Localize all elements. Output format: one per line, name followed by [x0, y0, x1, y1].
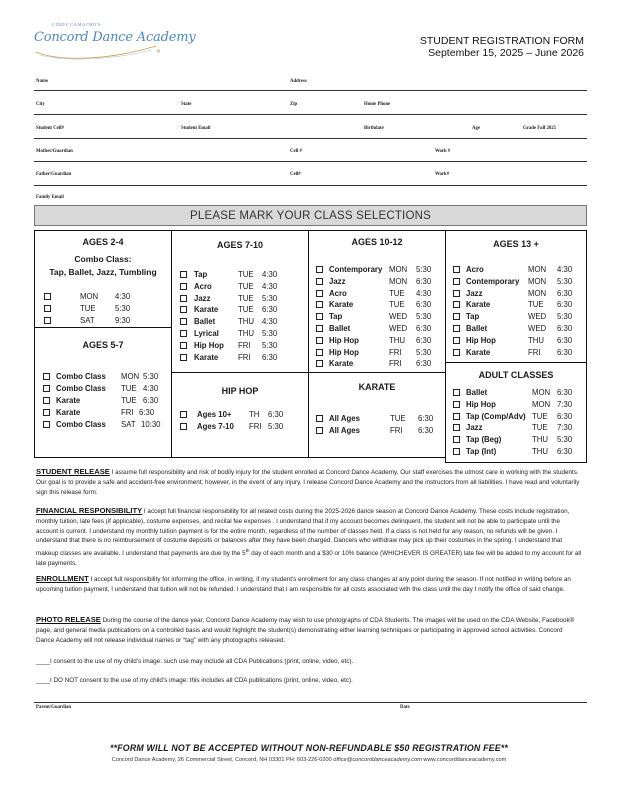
grade-label: Grade Fall 2025 [523, 126, 557, 131]
class-time: 7:30 [557, 399, 573, 409]
checkbox[interactable] [453, 290, 460, 297]
checkbox[interactable] [316, 325, 323, 332]
class-time: 4:30 [115, 292, 131, 301]
class-option[interactable] [180, 270, 304, 280]
class-name: Jazz [194, 293, 211, 303]
class-option[interactable] [453, 435, 583, 445]
class-time: 6:30 [557, 288, 573, 298]
checkbox[interactable] [316, 301, 323, 308]
class-name: Tap [329, 312, 343, 322]
class-name: Karate [194, 352, 219, 362]
class-name: Tap (Comp/Adv) [466, 411, 526, 421]
class-day: WED [389, 324, 408, 333]
hip-hop-title: HIP HOP [221, 386, 259, 396]
class-time: 6:30 [416, 276, 432, 286]
photo-consent-line[interactable]: ____I consent to the use of my child’s image: such use may include all CDA Publications (print, online, video, etc). [36, 658, 354, 665]
class-time: 5:30 [557, 312, 573, 322]
class-day: MON [121, 372, 140, 381]
class-day: THU [389, 335, 406, 345]
class-name: Ballet [194, 317, 216, 327]
class-time: 6:30 [557, 300, 573, 310]
ages-2-4-combo-list: Tap, Ballet, Jazz, Tumbling [49, 267, 157, 277]
checkbox[interactable] [453, 424, 460, 431]
class-option[interactable] [316, 300, 442, 310]
class-name: Tap [466, 312, 480, 322]
checkbox[interactable] [43, 385, 50, 392]
checkbox[interactable] [453, 301, 460, 308]
mother-guardian-label: Mother/Guardian [36, 149, 73, 154]
mother-cell-label: Cell # [290, 149, 302, 154]
class-day: TUE [80, 304, 96, 313]
class-time: 5:30 [557, 435, 573, 445]
class-option[interactable] [453, 277, 583, 287]
class-time: 10:30 [141, 420, 161, 429]
class-selection-banner: PLEASE MARK YOUR CLASS SELECTIONS [34, 205, 587, 226]
class-day: MON [532, 399, 551, 409]
class-option[interactable] [453, 265, 583, 275]
checkbox[interactable] [180, 295, 187, 302]
class-time: 4:30 [416, 288, 432, 298]
enrollment-paragraph [36, 574, 582, 595]
contact-footer [0, 757, 618, 763]
class-time: 6:30 [262, 352, 278, 362]
class-time: 6:30 [557, 388, 573, 397]
checkbox[interactable] [453, 401, 460, 408]
father-guardian-label: Father/Guardian [36, 172, 72, 177]
checkbox[interactable] [180, 306, 187, 313]
class-option[interactable] [316, 336, 442, 346]
class-name: Ages 10+ [197, 410, 232, 419]
class-time: 9:30 [115, 316, 131, 325]
father-work-label: Work# [435, 172, 450, 177]
class-time: 5:30 [557, 276, 573, 286]
class-name: Hip Hop [466, 335, 496, 345]
class-option[interactable] [180, 353, 304, 363]
ages-7-10-title: AGES 7-10 [216, 240, 264, 250]
class-day: THU [532, 447, 549, 456]
class-day: FRI [238, 352, 251, 362]
checkbox[interactable] [43, 409, 50, 416]
checkbox[interactable] [43, 397, 50, 404]
age-label: Age [472, 126, 480, 131]
class-time: 6:30 [557, 411, 573, 421]
class-name: Ballet [466, 388, 488, 397]
class-name: Contemporary [329, 265, 383, 274]
checkbox[interactable] [43, 421, 50, 428]
mother-line[interactable] [34, 161, 587, 162]
class-time: 4:30 [262, 281, 278, 291]
class-name: Karate [466, 300, 491, 310]
enrollment-heading: ENROLLMENT [36, 574, 89, 583]
checkbox[interactable] [453, 448, 460, 455]
ages-2-4-option[interactable] [44, 316, 164, 326]
class-day: FRI [238, 340, 251, 350]
class-name: Hip Hop [329, 347, 359, 357]
class-day: THU [528, 335, 545, 345]
photo-no-consent-line[interactable]: ____I DO NOT consent to the use of my child’s image: this includes all CDA publications (print, online, video, etc). [36, 677, 353, 684]
class-option[interactable] [453, 447, 583, 457]
class-time: 6:30 [416, 324, 432, 333]
class-time: 5:30 [262, 329, 278, 338]
class-name: All Ages [329, 414, 360, 423]
class-time: 6:30 [418, 414, 434, 423]
ages-5-7-title: AGES 5-7 [82, 340, 124, 350]
class-option[interactable] [316, 348, 442, 358]
class-name: Karate [466, 347, 491, 357]
class-name: Hip Hop [466, 399, 496, 409]
address-label: Address [290, 79, 307, 84]
ages-2-4-option[interactable] [44, 304, 164, 314]
class-time: 7:30 [557, 423, 573, 433]
class-day: MON [528, 265, 547, 274]
checkbox[interactable] [316, 427, 323, 434]
date-label: Date [400, 705, 410, 710]
class-day: TUE [238, 281, 254, 291]
class-option[interactable] [180, 305, 304, 315]
class-day: MON [532, 388, 551, 397]
class-time: 4:30 [557, 265, 573, 274]
class-time: 6:30 [557, 347, 573, 357]
class-time: 6:30 [418, 426, 434, 435]
class-time: 6:30 [416, 359, 432, 369]
class-day: FRI [389, 347, 402, 357]
class-option[interactable] [453, 423, 583, 433]
ages-2-4-combo: Combo Class: [74, 254, 132, 264]
hip-hop-option[interactable] [180, 410, 305, 420]
class-day: TUE [121, 384, 137, 393]
class-name: Hip Hop [194, 340, 224, 350]
class-option[interactable] [453, 324, 583, 334]
class-name: Combo Class [56, 420, 106, 429]
class-day: WED [528, 312, 547, 322]
class-option[interactable] [316, 265, 442, 275]
class-name: Lyrical [194, 329, 219, 338]
class-day: TUE [390, 414, 406, 423]
class-day: TUE [532, 411, 548, 421]
class-day: TUE [528, 300, 544, 310]
city-line[interactable] [34, 114, 587, 115]
hip-hop-option[interactable] [180, 422, 305, 432]
class-name: Hip Hop [329, 335, 359, 345]
class-name: Combo Class [56, 372, 106, 381]
checkbox[interactable] [180, 318, 187, 325]
ages-5-7-option[interactable] [43, 384, 168, 394]
class-day: FRI [121, 408, 134, 417]
checkbox[interactable] [453, 389, 460, 396]
photo-release-paragraph [36, 615, 582, 645]
class-day: MON [80, 292, 99, 301]
class-day: TUE [238, 305, 254, 315]
class-day: FRI [249, 422, 262, 431]
checkbox[interactable] [453, 413, 460, 420]
ages-5-7-option[interactable] [43, 372, 168, 382]
student-contact-line[interactable] [34, 138, 587, 139]
class-time: 5:30 [262, 340, 278, 350]
checkbox[interactable] [180, 411, 187, 418]
class-name: Tap (Beg) [466, 435, 502, 445]
footer-address: Concord Dance Academy, 26 Commercial Street, Concord, NH 03301 PH: 603-226-0200 [111, 757, 334, 763]
class-time: 6:30 [139, 408, 155, 417]
footer-website[interactable]: www.concorddanceacademy.com [421, 757, 507, 763]
checkbox[interactable] [453, 325, 460, 332]
name-label: Name [36, 79, 48, 84]
checkbox[interactable] [44, 317, 51, 324]
student-release-paragraph [36, 467, 582, 497]
financial-text-b: day of each month and a $30 or 10% balance (WHICHEVER IS GREATER) late fee will be added to my account for all late payments. [36, 550, 582, 568]
checkbox[interactable] [316, 313, 323, 320]
mother-work-label: Work # [435, 149, 451, 154]
class-option[interactable] [316, 359, 442, 369]
class-name: Acro [194, 281, 212, 291]
class-time: 6:30 [268, 410, 284, 419]
student-release-text: I assume full responsibility and risk of bodily injury for the student enrolled at Concord Dance Academy. Our staff exercises the utmost care in working with the students. Our goal is to provide a safe and accident-free environment; however, in the event of any injury, I release Concord Dance Academy and the instructors from all liabilities. I have read and voluntarily sign this release form. [36, 469, 580, 496]
karate-title: KARATE [358, 382, 396, 392]
checkbox[interactable] [316, 349, 323, 356]
checkbox[interactable] [44, 293, 51, 300]
class-day: FRI [390, 426, 403, 435]
father-cell-label: Cell# [290, 172, 301, 177]
name-address-line[interactable] [34, 90, 587, 91]
enrollment-text: I accept full responsibility for informing the office, in writing, if my student’s enrollment for any class changes at any point during the season. If not notified in writing before an upcoming tuition payment, I understand that tuition will not be refunded. I understand that I am responsible for all costs associated with the class until the day I notify the office of said change. [36, 576, 571, 593]
class-day: MON [389, 265, 408, 274]
logo-small-text: CINDY CAMACHO'S [52, 22, 102, 27]
signature-line[interactable] [34, 702, 587, 703]
footer-email[interactable]: office@concorddanceacademy.com [333, 757, 422, 763]
checkbox[interactable] [180, 330, 187, 337]
class-time: 5:30 [115, 304, 131, 313]
karate-option[interactable] [316, 426, 441, 436]
class-day: WED [528, 324, 547, 333]
class-day: TUE [238, 270, 254, 279]
class-name: Karate [329, 359, 354, 369]
form-title: STUDENT REGISTRATION FORM [419, 35, 584, 47]
class-time: 6:30 [143, 396, 159, 405]
class-option[interactable] [180, 282, 304, 292]
academy-logo [30, 22, 196, 64]
ages-2-4-option[interactable] [44, 292, 164, 302]
father-line[interactable] [34, 185, 587, 186]
class-option[interactable] [453, 400, 583, 410]
class-day: TUE [532, 423, 548, 433]
class-name: Acro [329, 288, 347, 298]
class-time: 6:30 [262, 305, 278, 315]
home-phone-label: Home Phone [364, 102, 391, 107]
class-day: FRI [389, 359, 402, 369]
class-option[interactable] [316, 324, 442, 334]
checkbox[interactable] [44, 305, 51, 312]
logo-script-text: Concord Dance Academy [34, 30, 196, 45]
checkbox[interactable] [316, 266, 323, 273]
checkbox[interactable] [316, 290, 323, 297]
class-option[interactable] [180, 317, 304, 327]
checkbox[interactable] [453, 337, 460, 344]
checkbox[interactable] [43, 373, 50, 380]
state-label: State [181, 102, 192, 107]
checkbox[interactable] [316, 415, 323, 422]
class-name: Ages 7-10 [197, 422, 234, 431]
financial-superscript: th [245, 548, 250, 554]
class-name: Karate [329, 300, 354, 310]
class-time: 4:30 [143, 384, 159, 393]
ages-13-title: AGES 13 + [493, 239, 539, 249]
birthdate-label: Birthdate [364, 126, 384, 131]
checkbox[interactable] [180, 283, 187, 290]
class-name: Ballet [329, 324, 351, 333]
class-day: TUE [121, 396, 137, 405]
ages-5-7-option[interactable] [43, 420, 168, 430]
svg-text:✕: ✕ [156, 48, 162, 55]
class-option[interactable] [180, 341, 304, 351]
financial-text-a: I accept full financial responsibility for all related costs during the 2025-2026 dance season at Concord Dance Academy. These costs include registration, monthly tuition, late fees (if applicable), costume expenses, and recital fee expenses . I understand that if my account becomes delinquent, the student will not be able to participate until the account is current. I understand my monthly tuition payment is for the entire month, regardless of the number of classes held. If a class is not held for any reason, no refunds will be given. I understand that there is no reimbursement of costume deposits or balances after they have been charged. Dancers who withdraw may pick up their costumes in the spring. I understand that makeup classes are available. I understand that payments are due by the 5 [36, 508, 570, 558]
class-time: 6:30 [416, 335, 432, 345]
class-time: 6:30 [416, 300, 432, 310]
class-time: 5:30 [268, 422, 284, 431]
checkbox[interactable] [180, 271, 187, 278]
checkbox[interactable] [316, 337, 323, 344]
financial-heading: FINANCIAL RESPONSIBILITY [36, 506, 143, 515]
photo-release-text: During the course of the dance year, Concord Dance Academy may wish to use photographs of CDA Students. The images will be used on the CDA Website, Facebook® page, and general media publications on a controlled basis and would highlight the student(s) demonstrating either learning techniques or participating in approved school activities. Concord Dance Academy will not release individual names or “tag” with any photographs released. [36, 617, 575, 644]
class-time: 6:30 [557, 447, 573, 456]
class-day: MON [528, 288, 547, 298]
class-option[interactable] [453, 336, 583, 346]
class-day: TUE [238, 293, 254, 303]
class-time: 5:30 [143, 372, 159, 381]
parent-signature-label: Parent/Guardian [36, 705, 72, 710]
class-time: 5:30 [416, 265, 432, 274]
class-day: MON [528, 276, 547, 286]
family-email-label: Family Email [36, 195, 64, 200]
class-option[interactable] [453, 312, 583, 322]
registration-fee-notice: **FORM WILL NOT BE ACCEPTED WITHOUT NON-REFUNDABLE $50 REGISTRATION FEE** [109, 743, 509, 753]
class-time: 5:30 [416, 312, 432, 322]
zip-label: Zip [290, 102, 298, 107]
class-day: MON [389, 276, 408, 286]
class-day: TUE [389, 300, 405, 310]
class-day: THU [238, 329, 255, 338]
city-label: City [36, 102, 45, 107]
class-name: Jazz [329, 276, 346, 286]
checkbox[interactable] [453, 278, 460, 285]
ages-5-7-option[interactable] [43, 408, 168, 418]
class-name: Jazz [466, 423, 483, 433]
class-day: TUE [389, 288, 405, 298]
class-time: 6:30 [557, 335, 573, 345]
ages-10-12-title: AGES 10-12 [351, 237, 403, 247]
checkbox[interactable] [316, 360, 323, 367]
class-option[interactable] [453, 388, 583, 398]
checkbox[interactable] [180, 423, 187, 430]
class-day: SAT [121, 420, 136, 429]
checkbox[interactable] [180, 354, 187, 361]
financial-paragraph [36, 506, 582, 569]
class-option[interactable] [316, 312, 442, 322]
student-email-label: Student Email [181, 126, 211, 131]
class-name: Karate [56, 396, 81, 405]
checkbox[interactable] [453, 313, 460, 320]
class-day: SAT [80, 316, 95, 325]
class-option[interactable] [453, 348, 583, 358]
class-day: FRI [528, 347, 541, 357]
checkbox[interactable] [180, 342, 187, 349]
class-name: All Ages [329, 426, 360, 435]
class-name: Tap (Int) [466, 447, 497, 456]
class-name: Ballet [466, 324, 488, 333]
student-cell-label: Student Cell# [36, 126, 64, 131]
season-dates: September 15, 2025 – June 2026 [428, 47, 584, 59]
class-name: Combo Class [56, 384, 106, 393]
checkbox[interactable] [453, 349, 460, 356]
adult-classes-title: ADULT CLASSES [478, 370, 554, 380]
class-option[interactable] [180, 294, 304, 304]
class-name: Acro [466, 265, 484, 274]
photo-release-heading: PHOTO RELEASE [36, 615, 101, 624]
class-day: TH [249, 410, 260, 419]
class-name: Tap [194, 270, 208, 279]
class-day: THU [238, 317, 255, 327]
karate-option[interactable] [316, 414, 441, 424]
class-time: 4:30 [262, 270, 278, 279]
class-time: 4:30 [262, 317, 278, 327]
class-option[interactable] [316, 277, 442, 287]
class-name: Jazz [466, 288, 483, 298]
student-release-heading: STUDENT RELEASE [36, 467, 110, 476]
class-name: Karate [194, 305, 219, 315]
ages-2-4-title: AGES 2-4 [82, 237, 124, 247]
checkbox[interactable] [453, 266, 460, 273]
class-option[interactable] [180, 329, 304, 339]
checkbox[interactable] [453, 436, 460, 443]
class-time: 6:30 [557, 324, 573, 333]
form-title-block [420, 35, 584, 59]
ages-5-7-option[interactable] [43, 396, 168, 406]
class-time: 5:30 [262, 293, 278, 303]
class-day: THU [532, 435, 549, 445]
class-name: Karate [56, 408, 81, 417]
class-option[interactable] [316, 289, 442, 299]
class-name: Contemporary [466, 276, 520, 286]
class-day: WED [389, 312, 408, 322]
class-option[interactable] [453, 289, 583, 299]
class-option[interactable] [453, 300, 583, 310]
checkbox[interactable] [316, 278, 323, 285]
class-time: 5:30 [416, 347, 432, 357]
class-option[interactable] [453, 412, 583, 422]
